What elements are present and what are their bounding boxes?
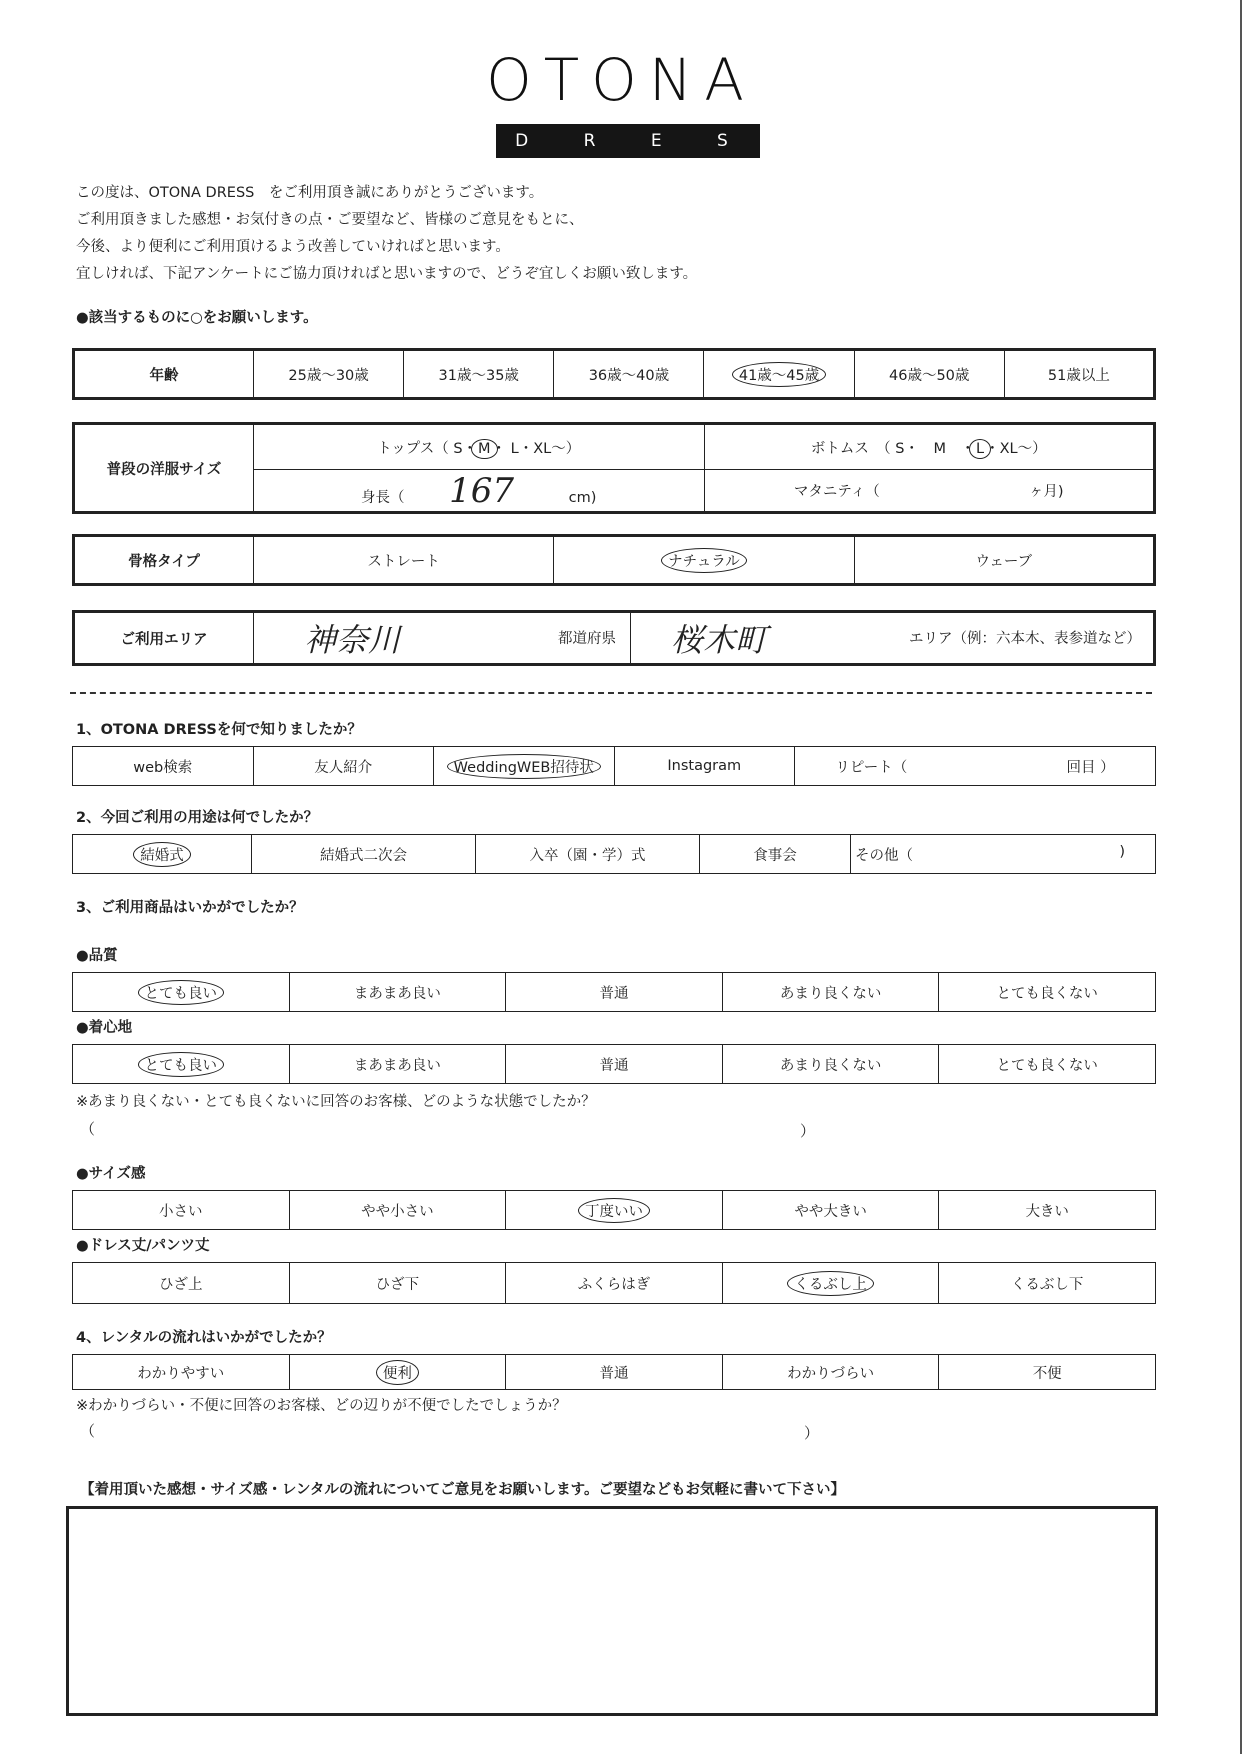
q1-option[interactable]: 友人紹介 — [253, 747, 434, 786]
q2-table — [72, 834, 1156, 874]
quality-option[interactable]: とても良くない — [939, 973, 1156, 1012]
quality-option[interactable]: 普通 — [506, 973, 723, 1012]
size-feel-label: ●サイズ感 — [76, 1166, 146, 1182]
area-field[interactable] — [631, 612, 1155, 665]
selection-circle: 41歳～45歳 — [732, 362, 826, 387]
area-label: ご利用エリア — [74, 612, 254, 665]
length-option[interactable]: ふくらはぎ — [506, 1263, 723, 1304]
comment-title: 【着用頂いた感想・サイズ感・レンタルの流れについてご意見をお願いします。ご要望などもお気軽に書いて下さい】 — [80, 1482, 845, 1498]
q2-option[interactable]: 結婚式二次会 — [252, 835, 476, 874]
q4-title: 4、レンタルの流れはいかがでしたか？ — [76, 1330, 332, 1346]
q4-note: ※わかりづらい・不便に回答のお客様、どの辺りが不便でしたでしょうか？ — [76, 1398, 567, 1414]
tops-size[interactable] — [254, 424, 705, 470]
q2-other-field[interactable] — [851, 835, 1156, 874]
comfort-label: ●着心地 — [76, 1020, 133, 1036]
q4-option[interactable]: 普通 — [506, 1355, 723, 1390]
comfort-option[interactable]: あまり良くない — [722, 1045, 939, 1084]
prefecture-suffix: 都道府県 — [558, 631, 616, 647]
q4-option[interactable]: 不便 — [939, 1355, 1156, 1390]
comfort-option[interactable]: まあまあ良い — [289, 1045, 506, 1084]
q2-option-selected[interactable] — [73, 835, 252, 874]
selection-circle: M — [471, 439, 498, 459]
bottoms-suffix: ・XL～） — [985, 440, 1047, 457]
quality-option[interactable]: まあまあ良い — [289, 973, 506, 1012]
length-label: ●ドレス丈/パンツ丈 — [76, 1238, 210, 1254]
size-feel-option[interactable]: やや小さい — [289, 1191, 506, 1230]
comfort-table — [72, 1044, 1156, 1084]
other-close: ) — [1119, 843, 1125, 860]
prefecture-field[interactable] — [254, 612, 631, 665]
quality-label: ●品質 — [76, 948, 118, 964]
q4-option-selected[interactable] — [289, 1355, 506, 1390]
comfort-note: ※あまり良くない・とても良くないに回答のお客様、どのような状態でしたか？ — [76, 1094, 596, 1110]
selection-circle: とても良い — [138, 980, 225, 1005]
quality-option-selected[interactable] — [73, 973, 290, 1012]
selection-circle: とても良い — [138, 1052, 225, 1077]
repeat-unit: 回目 ） — [1066, 759, 1115, 776]
height-unit: cm) — [568, 489, 597, 506]
body-type-option[interactable]: ウェーブ — [854, 536, 1154, 585]
area-handwritten: 桜木町 — [671, 621, 768, 659]
q1-repeat-field[interactable] — [795, 747, 1156, 786]
repeat-label: リピート（ — [835, 759, 908, 776]
size-feel-option[interactable]: 大きい — [939, 1191, 1156, 1230]
section-instruction: ●該当するものに○をお願いします。 — [76, 310, 318, 326]
age-option-selected[interactable] — [704, 350, 854, 399]
paren-open: （ — [80, 1422, 96, 1440]
q2-title: 2、今回ご利用の用途は何でしたか？ — [76, 810, 319, 826]
q1-title: 1、OTONA DRESSを何で知りましたか？ — [76, 722, 362, 738]
selection-circle: 結婚式 — [133, 842, 191, 867]
length-option[interactable]: くるぶし下 — [939, 1263, 1156, 1304]
maternity-unit: ヶ月) — [1028, 484, 1064, 500]
intro-text — [76, 180, 697, 288]
age-label: 年齢 — [74, 350, 254, 399]
q4-option[interactable]: わかりやすい — [73, 1355, 290, 1390]
q1-option[interactable]: Instagram — [614, 747, 795, 786]
selection-circle: くるぶし上 — [787, 1271, 874, 1296]
q1-option[interactable]: web検索 — [73, 747, 254, 786]
comfort-option[interactable]: 普通 — [506, 1045, 723, 1084]
age-option[interactable]: 51歳以上 — [1004, 350, 1154, 399]
length-option-selected[interactable] — [722, 1263, 939, 1304]
intro-line: この度は、OTONA DRESS をご利用頂き誠にありがとうございます。 — [76, 185, 544, 201]
selection-circle: ナチュラル — [661, 548, 747, 573]
age-table — [72, 348, 1156, 400]
quality-option[interactable]: あまり良くない — [722, 973, 939, 1012]
size-feel-option-selected[interactable] — [506, 1191, 723, 1230]
area-suffix: エリア（例：六本木、表参道など） — [909, 631, 1141, 647]
q2-option[interactable]: 入卒（園・学）式 — [476, 835, 700, 874]
comfort-option-selected[interactable] — [73, 1045, 290, 1084]
length-table — [72, 1262, 1156, 1304]
paren-close: ） — [804, 1424, 820, 1442]
selection-circle: L — [969, 439, 991, 459]
intro-line: ご利用頂きました感想・お気付きの点・ご要望など、皆様のご意見をもとに、 — [76, 212, 584, 228]
bottoms-prefix: ボトムス （ S・ M ・ — [810, 440, 975, 457]
size-label: 普段の洋服サイズ — [74, 424, 254, 513]
q4-table — [72, 1354, 1156, 1390]
height-field[interactable] — [254, 470, 705, 513]
quality-table — [72, 972, 1156, 1012]
intro-line: 今後、より便利にご利用頂けるよう改善していければと思います。 — [76, 239, 510, 255]
intro-line: 宜しければ、下記アンケートにご協力頂ければと思いますので、どうぞ宜しくお願い致します。 — [76, 266, 698, 282]
q1-table — [72, 746, 1156, 786]
age-option[interactable]: 36歳～40歳 — [554, 350, 704, 399]
tops-prefix: トップス（ S・ — [377, 440, 478, 457]
q3-title: 3、ご利用商品はいかがでしたか？ — [76, 900, 304, 916]
comment-box[interactable] — [66, 1506, 1158, 1716]
section-divider — [70, 692, 1152, 694]
height-label: 身長（ — [361, 489, 405, 506]
age-option[interactable]: 25歳～30歳 — [254, 350, 404, 399]
size-feel-option[interactable]: 小さい — [73, 1191, 290, 1230]
size-table — [72, 422, 1156, 514]
selection-circle: WeddingWEB招待状 — [447, 754, 601, 779]
logo-otona: OTONA — [486, 46, 756, 114]
bottoms-size[interactable] — [704, 424, 1155, 470]
size-feel-option[interactable]: やや大きい — [722, 1191, 939, 1230]
age-option[interactable]: 31歳～35歳 — [404, 350, 554, 399]
body-type-label: 骨格タイプ — [74, 536, 254, 585]
q2-option[interactable]: 食事会 — [700, 835, 851, 874]
length-option[interactable]: ひざ下 — [289, 1263, 506, 1304]
body-type-table — [72, 534, 1156, 586]
body-type-option[interactable]: ストレート — [254, 536, 554, 585]
selection-circle: 丁度いい — [578, 1198, 650, 1223]
prefecture-handwritten: 神奈川 — [304, 621, 401, 659]
size-feel-table — [72, 1190, 1156, 1230]
tops-suffix: ・ L・XL～） — [491, 440, 581, 457]
age-option[interactable]: 46歳～50歳 — [854, 350, 1004, 399]
selection-circle: 便利 — [376, 1360, 419, 1385]
q4-option[interactable]: わかりづらい — [722, 1355, 939, 1390]
body-type-option-selected[interactable] — [554, 536, 854, 585]
comfort-option[interactable]: とても良くない — [939, 1045, 1156, 1084]
maternity-label: マタニティ（ — [793, 484, 880, 500]
other-label: その他（ — [855, 847, 913, 864]
height-handwritten: 167 — [449, 470, 515, 511]
area-table — [72, 610, 1156, 666]
paren-open: （ — [80, 1120, 96, 1138]
q1-option-selected[interactable] — [434, 747, 615, 786]
logo-dress-bar: D R E S S — [496, 124, 760, 158]
length-option[interactable]: ひざ上 — [73, 1263, 290, 1304]
paren-close: ） — [800, 1122, 816, 1140]
maternity-field[interactable] — [704, 470, 1155, 513]
